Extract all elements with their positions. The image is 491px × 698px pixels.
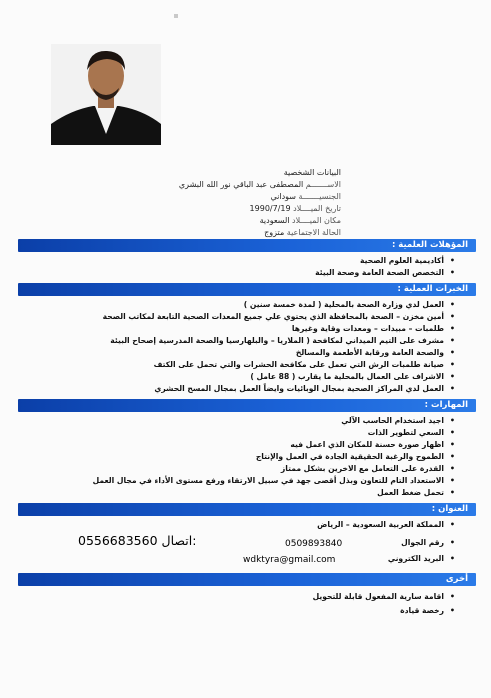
name-label: الاســـــــم <box>305 180 341 189</box>
mobile-label: • رقم الجوال <box>401 537 455 548</box>
list-item: • والصحة العامة ورقابة الأطعمة والمسالخ <box>296 347 455 358</box>
list-item: • التخصص الصحة العامة وصحة البيئة <box>315 267 455 278</box>
section-bar-skills <box>18 399 476 412</box>
personal-nationality-row <box>270 191 341 202</box>
birthdate-label: تاريخ الميــــلاد <box>293 204 341 213</box>
personal-heading: البيانات الشخصية <box>283 168 341 177</box>
list-item: • الاستعداد التام للتعاون وبذل أقصى جهد في سبيل الارتقاء ورفع مستوى الأداء في مجال العمل <box>93 475 455 486</box>
call-label: اتصال: <box>161 533 197 548</box>
section-title-address: العنوان : <box>431 504 468 514</box>
mobile-value: 0509893840 <box>285 539 343 549</box>
list-item: • طلمبات – مبيدات – ومعدات وقاية وغيرها <box>292 323 455 334</box>
section-title-qualifications: المؤهلات العلمية : <box>391 240 468 250</box>
birthplace-label: مكان الميــــلاد <box>292 216 341 225</box>
section-title-experience: الخبرات العملية : <box>397 284 468 294</box>
profile-photo <box>51 44 161 145</box>
list-item: • العمل لدي وزارة الصحة بالمحلية ( لمدة خمسة سنين ) <box>244 299 455 310</box>
personal-name-row <box>179 179 341 190</box>
list-item: • الطموح والرغبة الحقيقية الجادة في العمل والإنتاج <box>256 451 455 462</box>
scan-speck <box>174 14 178 18</box>
personal-birthdate-row <box>250 203 341 214</box>
name-value: المصطفى عبد الباقي نور الله البشري <box>178 180 304 189</box>
list-item: • تحمل ضغط العمل <box>377 487 455 498</box>
list-item: • مشرف على التيم الميداني لمكافحة ( الملاريا – والبلهارسيا والصحة المدرسية إصحاح البيئة <box>110 335 455 346</box>
list-item: • اظهار صورة حسنة للمكان الذي اعمل فيه <box>290 439 455 450</box>
section-title-other: أخرى <box>445 574 468 584</box>
section-title-skills: المهارات : <box>424 400 468 410</box>
call-row <box>78 533 196 548</box>
list-item: • العمل لدي المراكز الصحية بمجال الوبائيات وايضاً العمل بمجال المسح الحشري <box>154 383 455 394</box>
email-link[interactable]: wdktyra@gmail.com <box>243 555 336 565</box>
list-item: • أمين مخزن – الصحة بالمحافظة الذي يحتوي علي جميع المعدات الصحية التابعة لمكاتب الصحة <box>103 311 455 322</box>
birthplace-value: السعودية <box>259 216 290 225</box>
section-bar-qualifications <box>18 239 476 252</box>
section-bar-other <box>18 573 476 586</box>
personal-marital-row <box>264 227 341 238</box>
list-item: • الاشراف على العمال بالمحلية ما يقارب ( 88 عامل ) <box>250 371 455 382</box>
section-bar-address <box>18 503 476 516</box>
section-bar-experience <box>18 283 476 296</box>
address-country: • المملكة العربية السعودية – الرياض <box>317 519 455 530</box>
email-label: • البريد الكتروني <box>388 553 455 564</box>
nationality-label: الجنسيـــــــة <box>298 192 341 201</box>
call-value: 0556683560 <box>78 533 158 548</box>
list-item: • اجيد استخدام الحاسب الآلي <box>341 415 455 426</box>
list-item: • القدرة على التعامل مع الاخرين بشكل ممتاز <box>281 463 455 474</box>
nationality-value: سوداني <box>270 192 296 201</box>
marital-value: متزوج <box>264 228 285 237</box>
personal-birthplace-row <box>260 215 341 226</box>
birthdate-value: 1990/7/19 <box>249 204 291 213</box>
list-item: • رخصة قيادة <box>400 605 455 616</box>
list-item: • صيانة طلمبات الرش التي تعمل على مكافحة الحشرات والتي تحمل على الكتف <box>154 359 455 370</box>
list-item: • اقامة سارية المفعول قابلة للتحويل <box>313 591 455 602</box>
list-item: • السعي لتطوير الذات <box>368 427 455 438</box>
marital-label: الحالة الاجتماعية <box>286 228 341 237</box>
list-item: • أكاديمية العلوم الصحية <box>360 255 455 266</box>
